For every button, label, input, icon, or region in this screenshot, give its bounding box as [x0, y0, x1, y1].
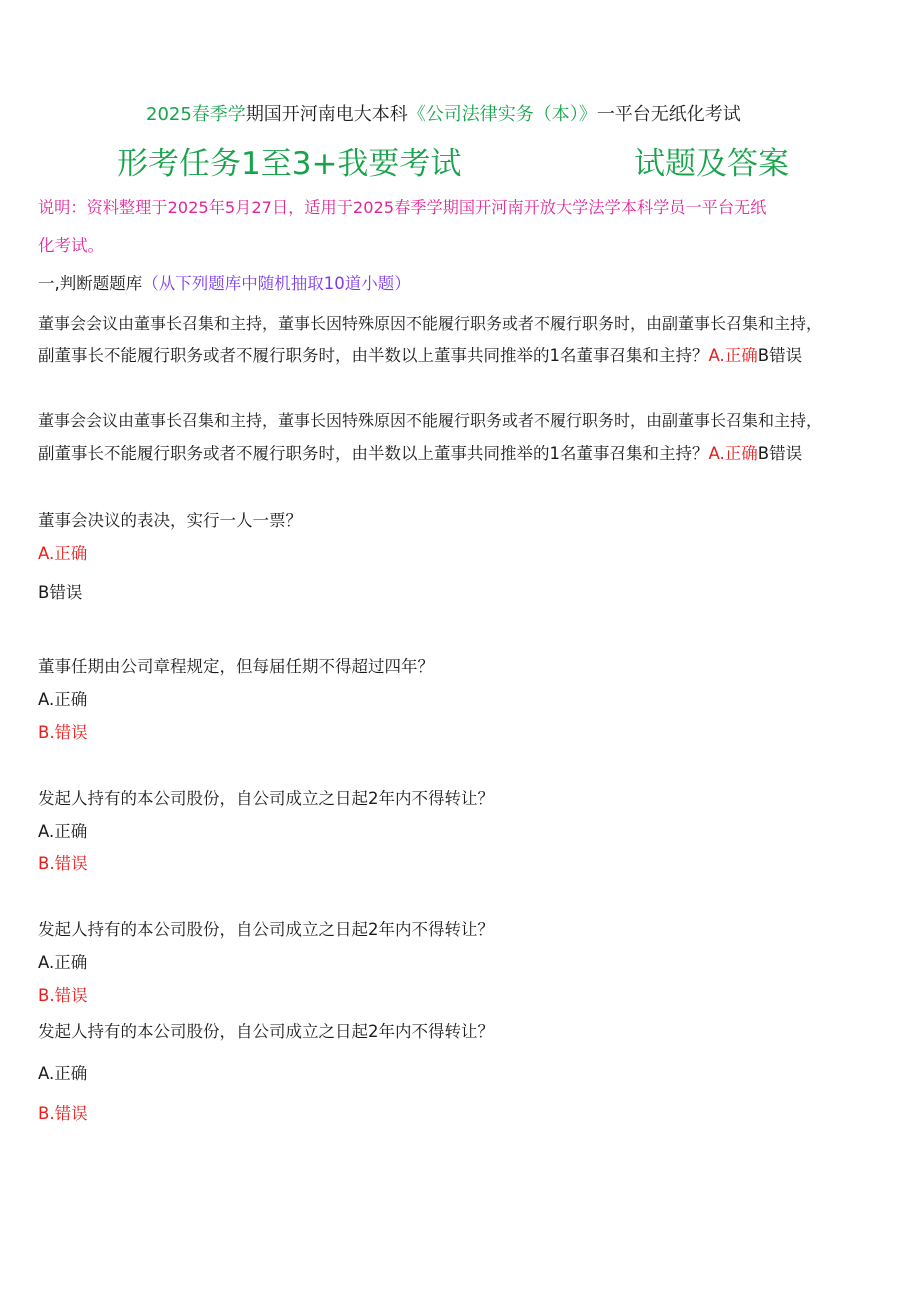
- question-2-text: 副董事长不能履行职务或者不履行职务时，由半数以上董事共同推举的1名董事召集和主持？: [38, 444, 709, 463]
- question-5-option-a: A.正确: [38, 822, 88, 841]
- question-4-text: 董事任期由公司章程规定，但每届任期不得超过四年？: [38, 657, 434, 676]
- question-1-line-1: 董事会会议由董事长召集和主持，董事长因特殊原因不能履行职务或者不履行职务时，由副董事长召集和主持，: [38, 314, 823, 333]
- question-2-line-2: [38, 440, 802, 464]
- section-heading: [38, 270, 411, 294]
- question-6-option-a: A.正确: [38, 953, 88, 972]
- question-1-option-b: B错误: [757, 346, 803, 365]
- question-2-option-a: A.正确: [708, 444, 758, 463]
- question-4-option-a: A.正确: [38, 690, 88, 709]
- title-course: 《公司法律实务（本）》: [407, 104, 597, 125]
- note-line-2: 化考试。: [38, 236, 104, 255]
- subtitle-left: 形考任务1至3+我要考试: [117, 146, 462, 182]
- question-1-text: 副董事长不能履行职务或者不履行职务时，由半数以上董事共同推举的1名董事召集和主持？: [38, 346, 709, 365]
- question-7-option-a: A.正确: [38, 1064, 88, 1083]
- question-3-option-b: B错误: [38, 583, 83, 602]
- question-2-option-b: B错误: [757, 444, 803, 463]
- question-6-option-b: B.错误: [38, 986, 88, 1005]
- question-2-line-1: 董事会会议由董事长召集和主持，董事长因特殊原因不能履行职务或者不履行职务时，由副董事长召集和主持，: [38, 411, 823, 430]
- question-7-text: 发起人持有的本公司股份，自公司成立之日起2年内不得转让？: [38, 1022, 494, 1041]
- question-3-option-a: A.正确: [38, 544, 88, 563]
- question-1-line-2: [38, 342, 802, 366]
- question-6-text: 发起人持有的本公司股份，自公司成立之日起2年内不得转让？: [38, 920, 494, 939]
- subtitle-right: 试题及答案: [634, 146, 789, 182]
- note-line-1: 说明：资料整理于2025年5月27日，适用于2025春季学期国开河南开放大学法学本科学员一平台无纸: [38, 198, 767, 217]
- document-title: [146, 100, 741, 126]
- question-4-option-b: B.错误: [38, 723, 88, 742]
- question-5-option-b: B.错误: [38, 854, 88, 873]
- question-7-option-b: B.错误: [38, 1104, 88, 1123]
- question-1-option-a: A.正确: [708, 346, 758, 365]
- title-platform: 一平台无纸化考试: [596, 104, 741, 125]
- question-3-text: 董事会决议的表决，实行一人一票？: [38, 511, 302, 530]
- section-label: 一,判断题题库: [38, 274, 143, 293]
- title-term: 2025春季学: [146, 104, 246, 125]
- title-school: 期国开河南电大本科: [245, 104, 408, 125]
- question-5-text: 发起人持有的本公司股份，自公司成立之日起2年内不得转让？: [38, 789, 494, 808]
- section-hint: （从下列题库中随机抽取10道小题）: [142, 274, 411, 293]
